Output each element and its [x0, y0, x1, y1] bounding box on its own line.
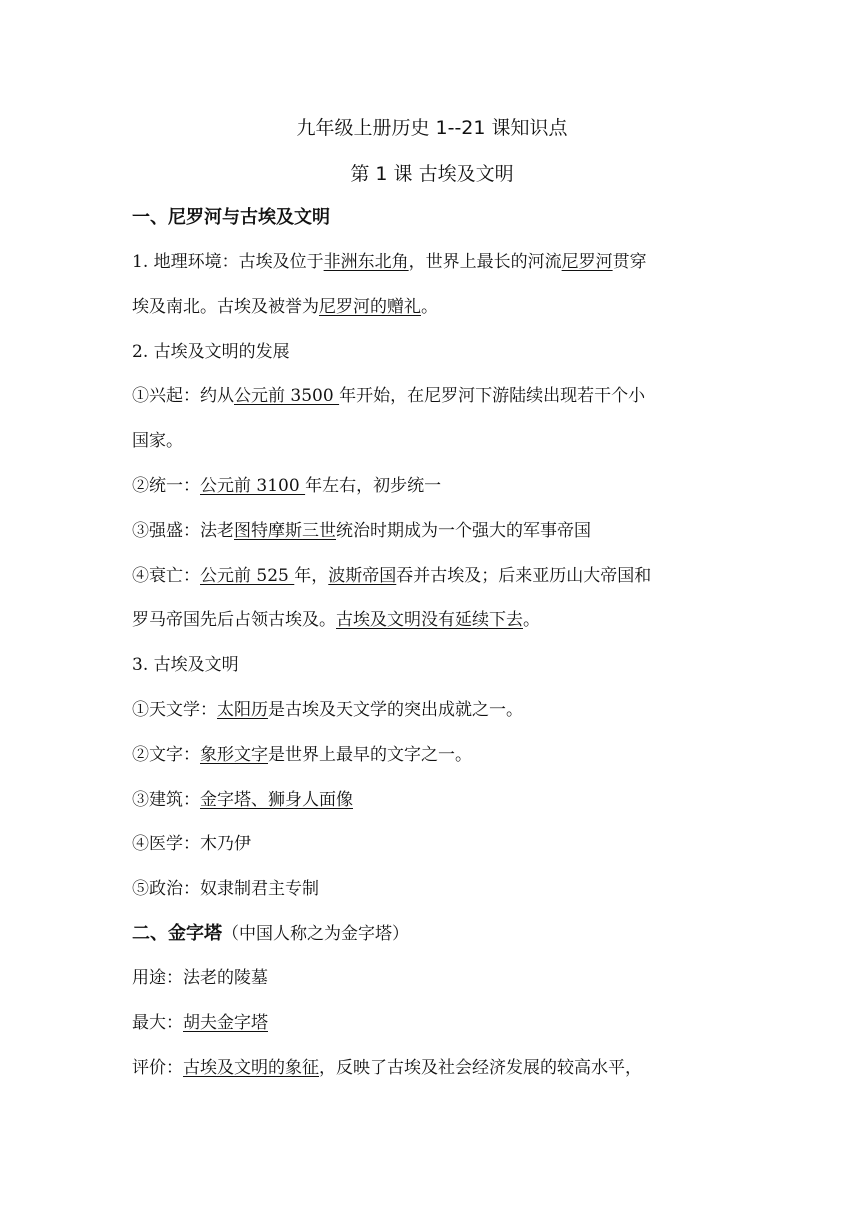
text: 最大：	[132, 1012, 183, 1033]
document-page	[132, 108, 732, 1090]
paragraph-line	[132, 240, 732, 285]
subheading: 2. 古埃及文明的发展	[132, 341, 290, 362]
paragraph-line	[132, 509, 732, 554]
text: ③建筑：	[132, 789, 200, 810]
section-heading	[132, 912, 732, 956]
text: ，世界上最长的河流	[408, 252, 562, 272]
document-title: 九年级上册历史 1--21 课知识点	[296, 117, 568, 139]
text: 是世界上最早的文字之一。	[268, 744, 472, 765]
underlined-text: 太阳历	[217, 699, 268, 720]
lesson-title: 第 1 课 古埃及文明	[350, 163, 514, 185]
paragraph-line	[132, 1001, 732, 1046]
paragraph-line	[132, 598, 732, 643]
underlined-text: 古埃及文明没有延续下去	[336, 610, 523, 631]
underlined-text: 尼罗河	[561, 252, 613, 272]
underlined-text: 公元前 3500	[234, 386, 340, 407]
text: 埃及南北。古埃及被誉为	[132, 296, 319, 317]
text: 罗马帝国先后占领古埃及。	[132, 610, 336, 631]
text: 。	[421, 296, 438, 317]
underlined-text: 公元前 3100	[200, 475, 306, 496]
text: ③强盛：法老	[132, 520, 234, 541]
paragraph-line	[132, 733, 732, 778]
section-heading: 一、尼罗河与古埃及文明	[132, 207, 330, 228]
text: 吞并古埃及；后来亚历山大帝国和	[396, 565, 652, 586]
underlined-text: 尼罗河的赠礼	[319, 296, 421, 317]
paragraph-line	[132, 688, 732, 733]
underlined-text: 胡夫金字塔	[183, 1012, 268, 1033]
text: 年，	[294, 565, 329, 586]
underlined-text: 金字塔、狮身人面像	[200, 789, 353, 810]
text: 评价：	[132, 1057, 183, 1078]
underlined-text: 非洲东北角	[323, 252, 409, 272]
text: 是古埃及天文学的突出成就之一。	[268, 699, 523, 720]
underlined-text: 图特摩斯三世	[234, 520, 336, 541]
text: ②文字：	[132, 744, 200, 765]
text: ①兴起：约从	[132, 386, 234, 407]
paragraph-line: ⑤政治：奴隶制君主专制	[132, 879, 319, 900]
heading-note: （中国人称之为金字塔）	[222, 923, 409, 944]
paragraph-line	[132, 374, 732, 419]
underlined-text: 古埃及文明的象征	[183, 1057, 319, 1078]
text: 年左右，初步统一	[305, 475, 442, 496]
paragraph-line	[132, 554, 732, 599]
underlined-text: 公元前 525	[200, 565, 295, 586]
heading-text: 二、金字塔	[132, 922, 222, 944]
paragraph-line	[132, 464, 732, 509]
text: 统治时期成为一个强大的军事帝国	[336, 520, 591, 541]
paragraph-line	[132, 778, 732, 823]
text: 1. 地理环境：古埃及位于	[132, 252, 324, 272]
text: 贯穿	[612, 252, 647, 272]
underlined-text: 象形文字	[200, 744, 268, 765]
text: ④衰亡：	[132, 565, 200, 586]
text: ①天文学：	[132, 699, 217, 720]
subheading: 3. 古埃及文明	[132, 655, 239, 676]
paragraph-line: 国家。	[132, 431, 183, 452]
paragraph-line: 用途：法老的陵墓	[132, 967, 268, 988]
underlined-text: 波斯帝国	[328, 565, 397, 586]
text: 。	[523, 610, 540, 631]
text: 年开始，在尼罗河下游陆续出现若干个小	[339, 386, 646, 407]
text: ②统一：	[132, 475, 200, 496]
text: ，反映了古埃及社会经济发展的较高水平，	[319, 1057, 642, 1078]
paragraph-line: ④医学：木乃伊	[132, 834, 251, 855]
paragraph-line	[132, 285, 732, 330]
paragraph-line	[132, 1046, 732, 1091]
